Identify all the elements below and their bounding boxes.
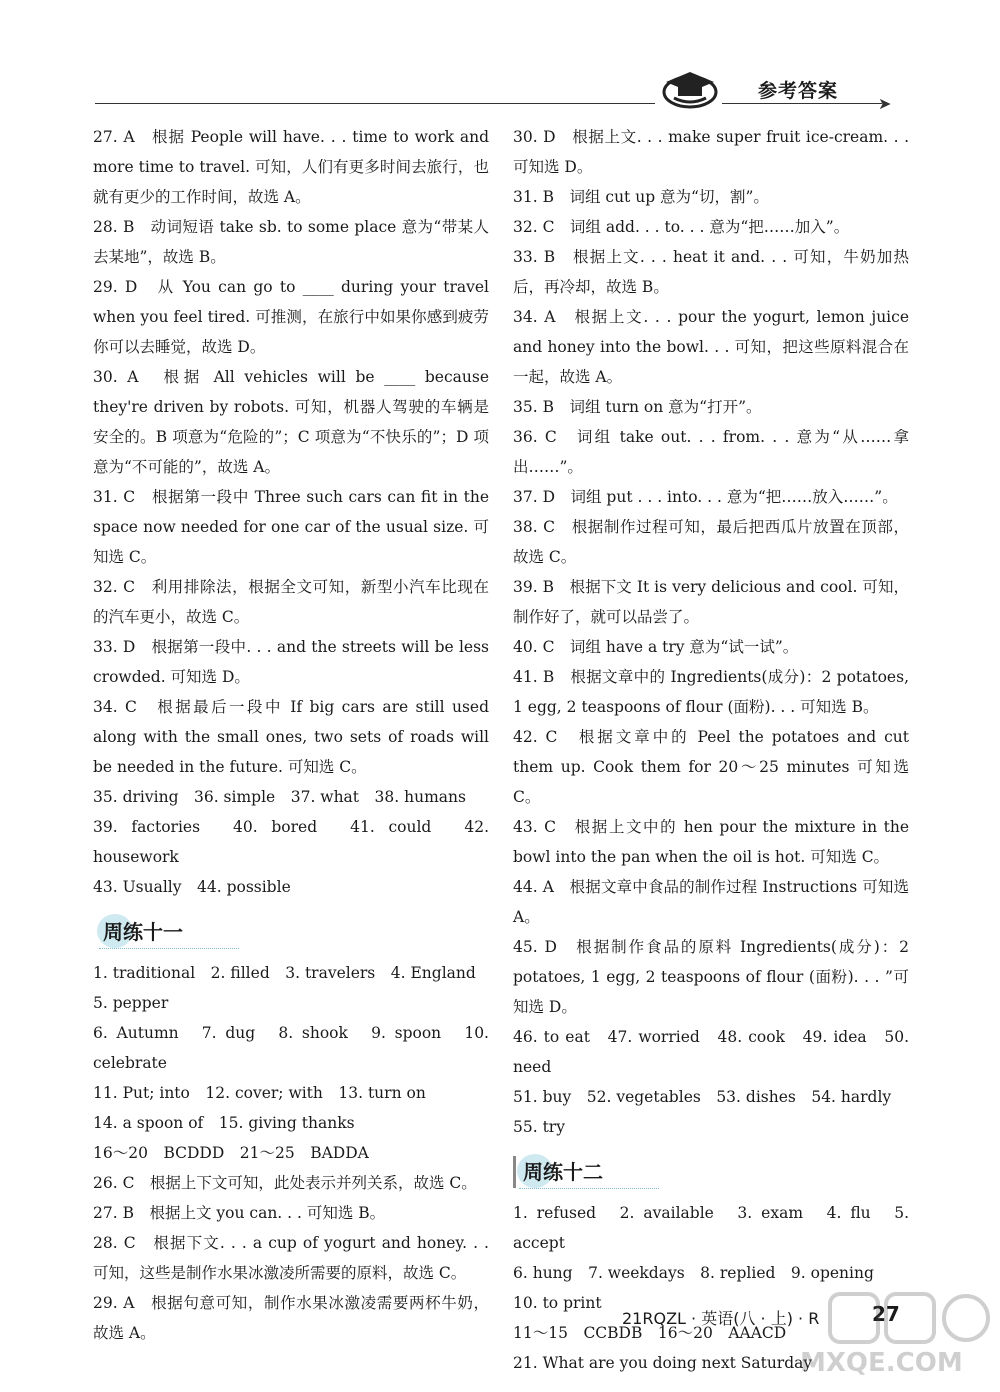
answer-line: 16～20 BCDDD 21～25 BADDA — [93, 1144, 369, 1162]
answer-line: 38. C 根据制作过程可知，最后把西瓜片放置在顶部，故选 C。 — [513, 518, 909, 566]
watermark-text: MXQE.COM — [800, 1348, 963, 1378]
answer-line: 1. refused 2. available 3. exam 4. flu 5. accept — [513, 1204, 909, 1252]
answer-line: 32. C 词组 add. . . to. . . 意为“把……加入”。 — [513, 218, 850, 236]
answer-line: 42. C 根据文章中的 Peel the potatoes and cut them up. Cook them for 20～25 minutes 可知选 C。 — [513, 728, 909, 806]
answer-line: 39. factories 40. bored 41. could 42. housework — [93, 818, 489, 866]
answer-line: 44. A 根据文章中食品的制作过程 Instructions 可知选 A。 — [513, 878, 909, 926]
header-title: 参考答案 — [758, 80, 839, 102]
heading-bar — [513, 1156, 516, 1188]
answer-line: 28. B 动词短语 take sb. to some place 意为“带某人去某地”，故选 B。 — [93, 218, 489, 266]
answer-line: 27. A 根据 People will have. . . time to work and more time to travel. 可知，人们有更多时间去旅行，也就有更少的工作时间，故选 A。 — [93, 128, 489, 206]
answer-line: 1. traditional 2. filled 3. travelers 4. England — [93, 964, 476, 982]
section-heading-week-11 — [93, 908, 489, 956]
answer-line: 41. B 根据文章中的 Ingredients(成分)：2 potatoes, 1 egg, 2 teaspoons of flour (面粉). . . 可知选 B。 — [513, 668, 909, 716]
answer-line: 10. to print — [513, 1294, 602, 1312]
answer-line: 34. C 根据最后一段中 If big cars are still used along with the small ones, two sets of roads will be needed in the future. 可知选 C。 — [93, 698, 489, 776]
answer-line: 35. B 词组 turn on 意为“打开”。 — [513, 398, 762, 416]
answer-line: 29. D 从 You can go to ____ during your travel when you feel tired. 可推测，在旅行中如果你感到疲劳你可以去睡觉，故选 D。 — [93, 278, 489, 356]
heading-underline — [99, 948, 239, 949]
answer-line: 40. C 词组 have a try 意为“试一试”。 — [513, 638, 799, 656]
answer-line: 30. D 根据上文. . . make super fruit ice-cream. . . 可知选 D。 — [513, 128, 909, 176]
section-title: 周练十二 — [523, 1160, 603, 1184]
answer-line: 27. B 根据上文 you can. . . 可知选 B。 — [93, 1204, 386, 1222]
answer-line: 33. D 根据第一段中. . . and the streets will be less crowded. 可知选 D。 — [93, 638, 489, 686]
answer-line: 6. Autumn 7. dug 8. shook 9. spoon 10. celebrate — [93, 1024, 489, 1072]
answer-line: 43. C 根据上文中的 hen pour the mixture in the bowl into the pan when the oil is hot. 可知选 C。 — [513, 818, 909, 866]
section-heading-week-12 — [513, 1148, 909, 1196]
heading-underline — [519, 1188, 659, 1189]
answer-line: 26. C 根据上下文可知，此处表示并列关系，故选 C。 — [93, 1174, 477, 1192]
answer-line: 29. A 根据句意可知，制作水果冰激凌需要两杯牛奶，故选 A。 — [93, 1294, 489, 1342]
footer-book-code: 21RQZL · 英语(八 · 上) · R — [622, 1309, 820, 1328]
header-rule-left — [95, 103, 655, 104]
answer-line: 31. C 根据第一段中 Three such cars can fit in the space now needed for one car of the usual size. 可知选 C。 — [93, 488, 489, 566]
answer-line: 34. A 根据上文. . . pour the yogurt, lemon juice and honey into the bowl. . . 可知，把这些原料混合在一起，故选 A。 — [513, 308, 909, 386]
watermark-badge-icon — [800, 1290, 990, 1350]
answer-line: 32. C 利用排除法，根据全文可知，新型小汽车比现在的汽车更小，故选 C。 — [93, 578, 489, 626]
left-column — [93, 122, 489, 1348]
answer-line: 55. try — [513, 1118, 565, 1136]
answer-line: 36. C 词组 take out. . . from. . . 意为“从……拿出……”。 — [513, 428, 909, 476]
answer-line: 45. D 根据制作食品的原料 Ingredients(成分)：2 potatoes, 1 egg, 2 teaspoons of flour (面粉). . . ”可知选 D。 — [513, 938, 909, 1016]
answer-line: 46. to eat 47. worried 48. cook 49. idea 50. need — [513, 1028, 909, 1076]
answer-line: 11. Put; into 12. cover; with 13. turn on — [93, 1084, 426, 1102]
answer-line: 5. pepper — [93, 994, 169, 1012]
answer-line: 51. buy 52. vegetables 53. dishes 54. hardly — [513, 1088, 892, 1106]
answer-line: 37. D 词组 put . . . into. . . 意为“把……放入……”。 — [513, 488, 898, 506]
answer-line: 31. B 词组 cut up 意为“切，割”。 — [513, 188, 769, 206]
answer-line: 21. What are you doing next Saturday — [513, 1354, 813, 1372]
answer-line: 43. Usually 44. possible — [93, 878, 291, 896]
answer-line: 28. C 根据下文. . . a cup of yogurt and honey. . . 可知，这些是制作水果冰激凌所需要的原料，故选 C。 — [93, 1234, 489, 1282]
answer-line: 11～15 CCBDB 16～20 AAACD — [513, 1324, 787, 1342]
page-header — [0, 0, 1000, 120]
section-title: 周练十一 — [103, 920, 183, 944]
header-rule-right — [722, 103, 882, 104]
page-number: 27 — [872, 1302, 900, 1326]
answer-line: 14. a spoon of 15. giving thanks — [93, 1114, 355, 1132]
answer-line: 6. hung 7. weekdays 8. replied 9. opening — [513, 1264, 874, 1282]
graduation-cap-icon — [660, 62, 720, 110]
right-column — [513, 122, 909, 1378]
answer-line: 39. B 根据下文 It is very delicious and cool. 可知，制作好了，就可以品尝了。 — [513, 578, 909, 626]
answer-line: 33. B 根据上文. . . heat it and. . . 可知，牛奶加热后，再冷却，故选 B。 — [513, 248, 909, 296]
answer-line: 30. A 根据 All vehicles will be ____ because they're driven by robots. 可知，机器人驾驶的车辆是安全的。B 项意为“危险的”；C 项意为“不快乐的”；D 项意为“不可能的”，故选 A。 — [93, 368, 489, 476]
watermark-logo — [800, 1290, 990, 1386]
answer-line: 35. driving 36. simple 37. what 38. humans — [93, 788, 466, 806]
arrow-right-icon: ➤ — [878, 94, 892, 113]
